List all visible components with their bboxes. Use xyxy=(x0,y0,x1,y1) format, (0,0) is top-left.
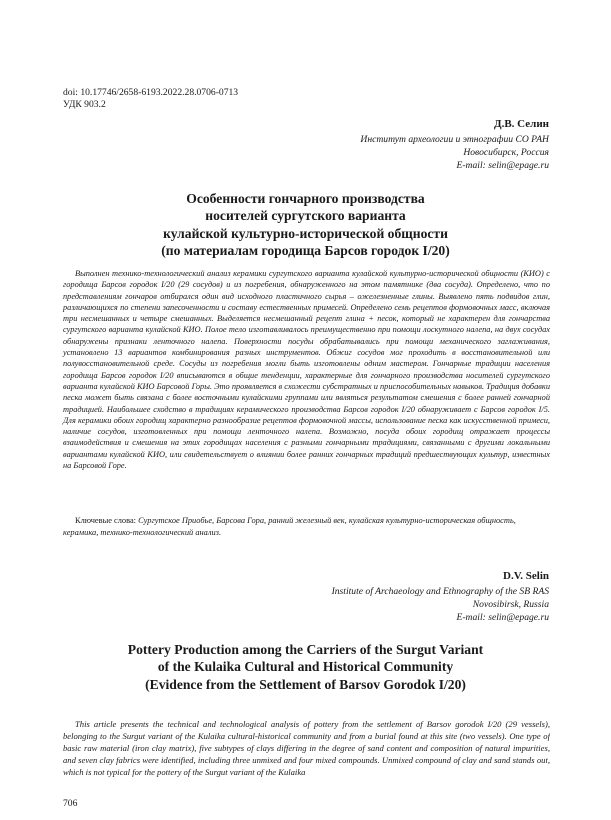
doi: doi: 10.17746/2658-6193.2022.28.0706-0713 xyxy=(63,87,239,98)
abstract-en: This article presents the technical and technological analysis of pottery from the settlement of Barsov gorodok I/20 (29 vessels), belonging to the Surgut variant of the Kulaika cultural-historical community and from a burial found at this site (two vessels). One type of basic raw material (iron clay matrix), five subtypes of clays differing in the degree of sand content and composition of natural impurities, and seven clay fabrics were identified, including three unmixed and four mixed compounds. Unmixed compound of clay and sand stands out, which is not typical for the pottery of the Surgut variant of the Kulaika xyxy=(63,719,550,777)
keywords-ru xyxy=(63,515,550,538)
keywords-text: Сургутское Приобье, Барсова Гора, ранний железный век, кулайская культурно-историческая общность, керамика, технико-технологический анализ. xyxy=(63,516,516,537)
title-line: кулайской культурно-исторической общности xyxy=(163,225,448,241)
title-ru xyxy=(60,190,551,260)
abstract-ru: Выполнен технико-технологический анализ керамики сургутского варианта кулайской культурно-исторической общности (КИО) с городища Барсов городок I/20 (29 сосудов) и из погребения, обнаруженного на этом памятнике (два сосуда). Определено, что по представлениям гончаров отбирался один вид исходного пластичного сырья – ожелезненные глины. Выявлено пять подвидов глин, различающихся по степени запесоченности и составу естественных примесей. Определено семь рецептов формовочных масс, включая три несмешанных и четыре смешанных. Выделяется несмешанный рецепт глина + песок, который не характерен для гончарства сургутского варианта кулайской КИО. Полое тело изготавливалось преимущественно при помощи лоскутного налепа, на двух сосудах обнаружены признаки ленточного налепа. Поверхности посуды обрабатывались при помощи механического заглаживания, установлено 13 вариантов комбинирования разных инструментов. Обжиг сосудов мог проходить в восстановительной или полувосстановительной среде. Сосуды из погребения могли быть изготовлены одним мастером. Гончарные традиции населения городища Барсов городок I/20 вписываются в общие тенденции, характерные для гончарного производства носителей сургутского варианта кулайской КИО Барсовой Горы. Это проявляется в схожести субстратных и приспособительных навыков. Традиция добавки песка может быть связана с более восточными кулайскими группами или являться результатом смешения с более ранней гончарной традицией. Наибольшее сходство в традициях керамического производства Барсов городок I/20 обнаруживает с Барсов городок I/5. Для керамики обоих городищ характерно разнообразие рецептов формовочной массы, использование песка как искусственной примеси, наличие сосудов, изготовленных при помощи ленточного налепа. Возможно, посуда обоих городищ отражает процессы взаимодействия и смешения на этих городищах населения с разными гончарными традициями, связанными с другими локальными вариантами кулайской КИО, или свидетельствует о влиянии более ранних гончарных традиций предшествующих культур, известных на Барсовой Горе. xyxy=(63,269,550,471)
title-line: (Evidence from the Settlement of Barsov Gorodok I/20) xyxy=(145,676,466,692)
title-en xyxy=(60,641,551,693)
title-line: of the Kulaika Cultural and Historical Community xyxy=(157,659,454,675)
affiliation-line: E-mail: selin@epage.ru xyxy=(456,611,549,623)
keywords-label: Ключевые слова: xyxy=(75,516,139,525)
title-line: (по материалам городища Барсов городок I/20) xyxy=(161,243,450,259)
title-line: носителей сургутского варианта xyxy=(205,208,406,224)
article-meta xyxy=(63,87,238,111)
page-number: 706 xyxy=(63,798,78,809)
udk: УДК 903.2 xyxy=(63,99,106,110)
title-line: Pottery Production among the Carriers of the Surgut Variant xyxy=(127,642,484,657)
affiliation-en xyxy=(332,586,549,624)
affiliation-line: E-mail: selin@epage.ru xyxy=(456,159,549,171)
affiliation-line: Institute of Archaeology and Ethnography of the SB RAS xyxy=(331,586,549,597)
title-line: Особенности гончарного производства xyxy=(186,191,425,206)
affiliation-ru xyxy=(360,134,549,172)
affiliation-line: Novosibirsk, Russia xyxy=(472,598,549,610)
affiliation-line: Институт археологии и этнографии СО РАН xyxy=(360,134,549,145)
affiliation-line: Новосибирск, Россия xyxy=(463,146,549,158)
author-en: D.V. Selin xyxy=(503,570,549,582)
author-ru: Д.В. Селин xyxy=(494,118,549,130)
